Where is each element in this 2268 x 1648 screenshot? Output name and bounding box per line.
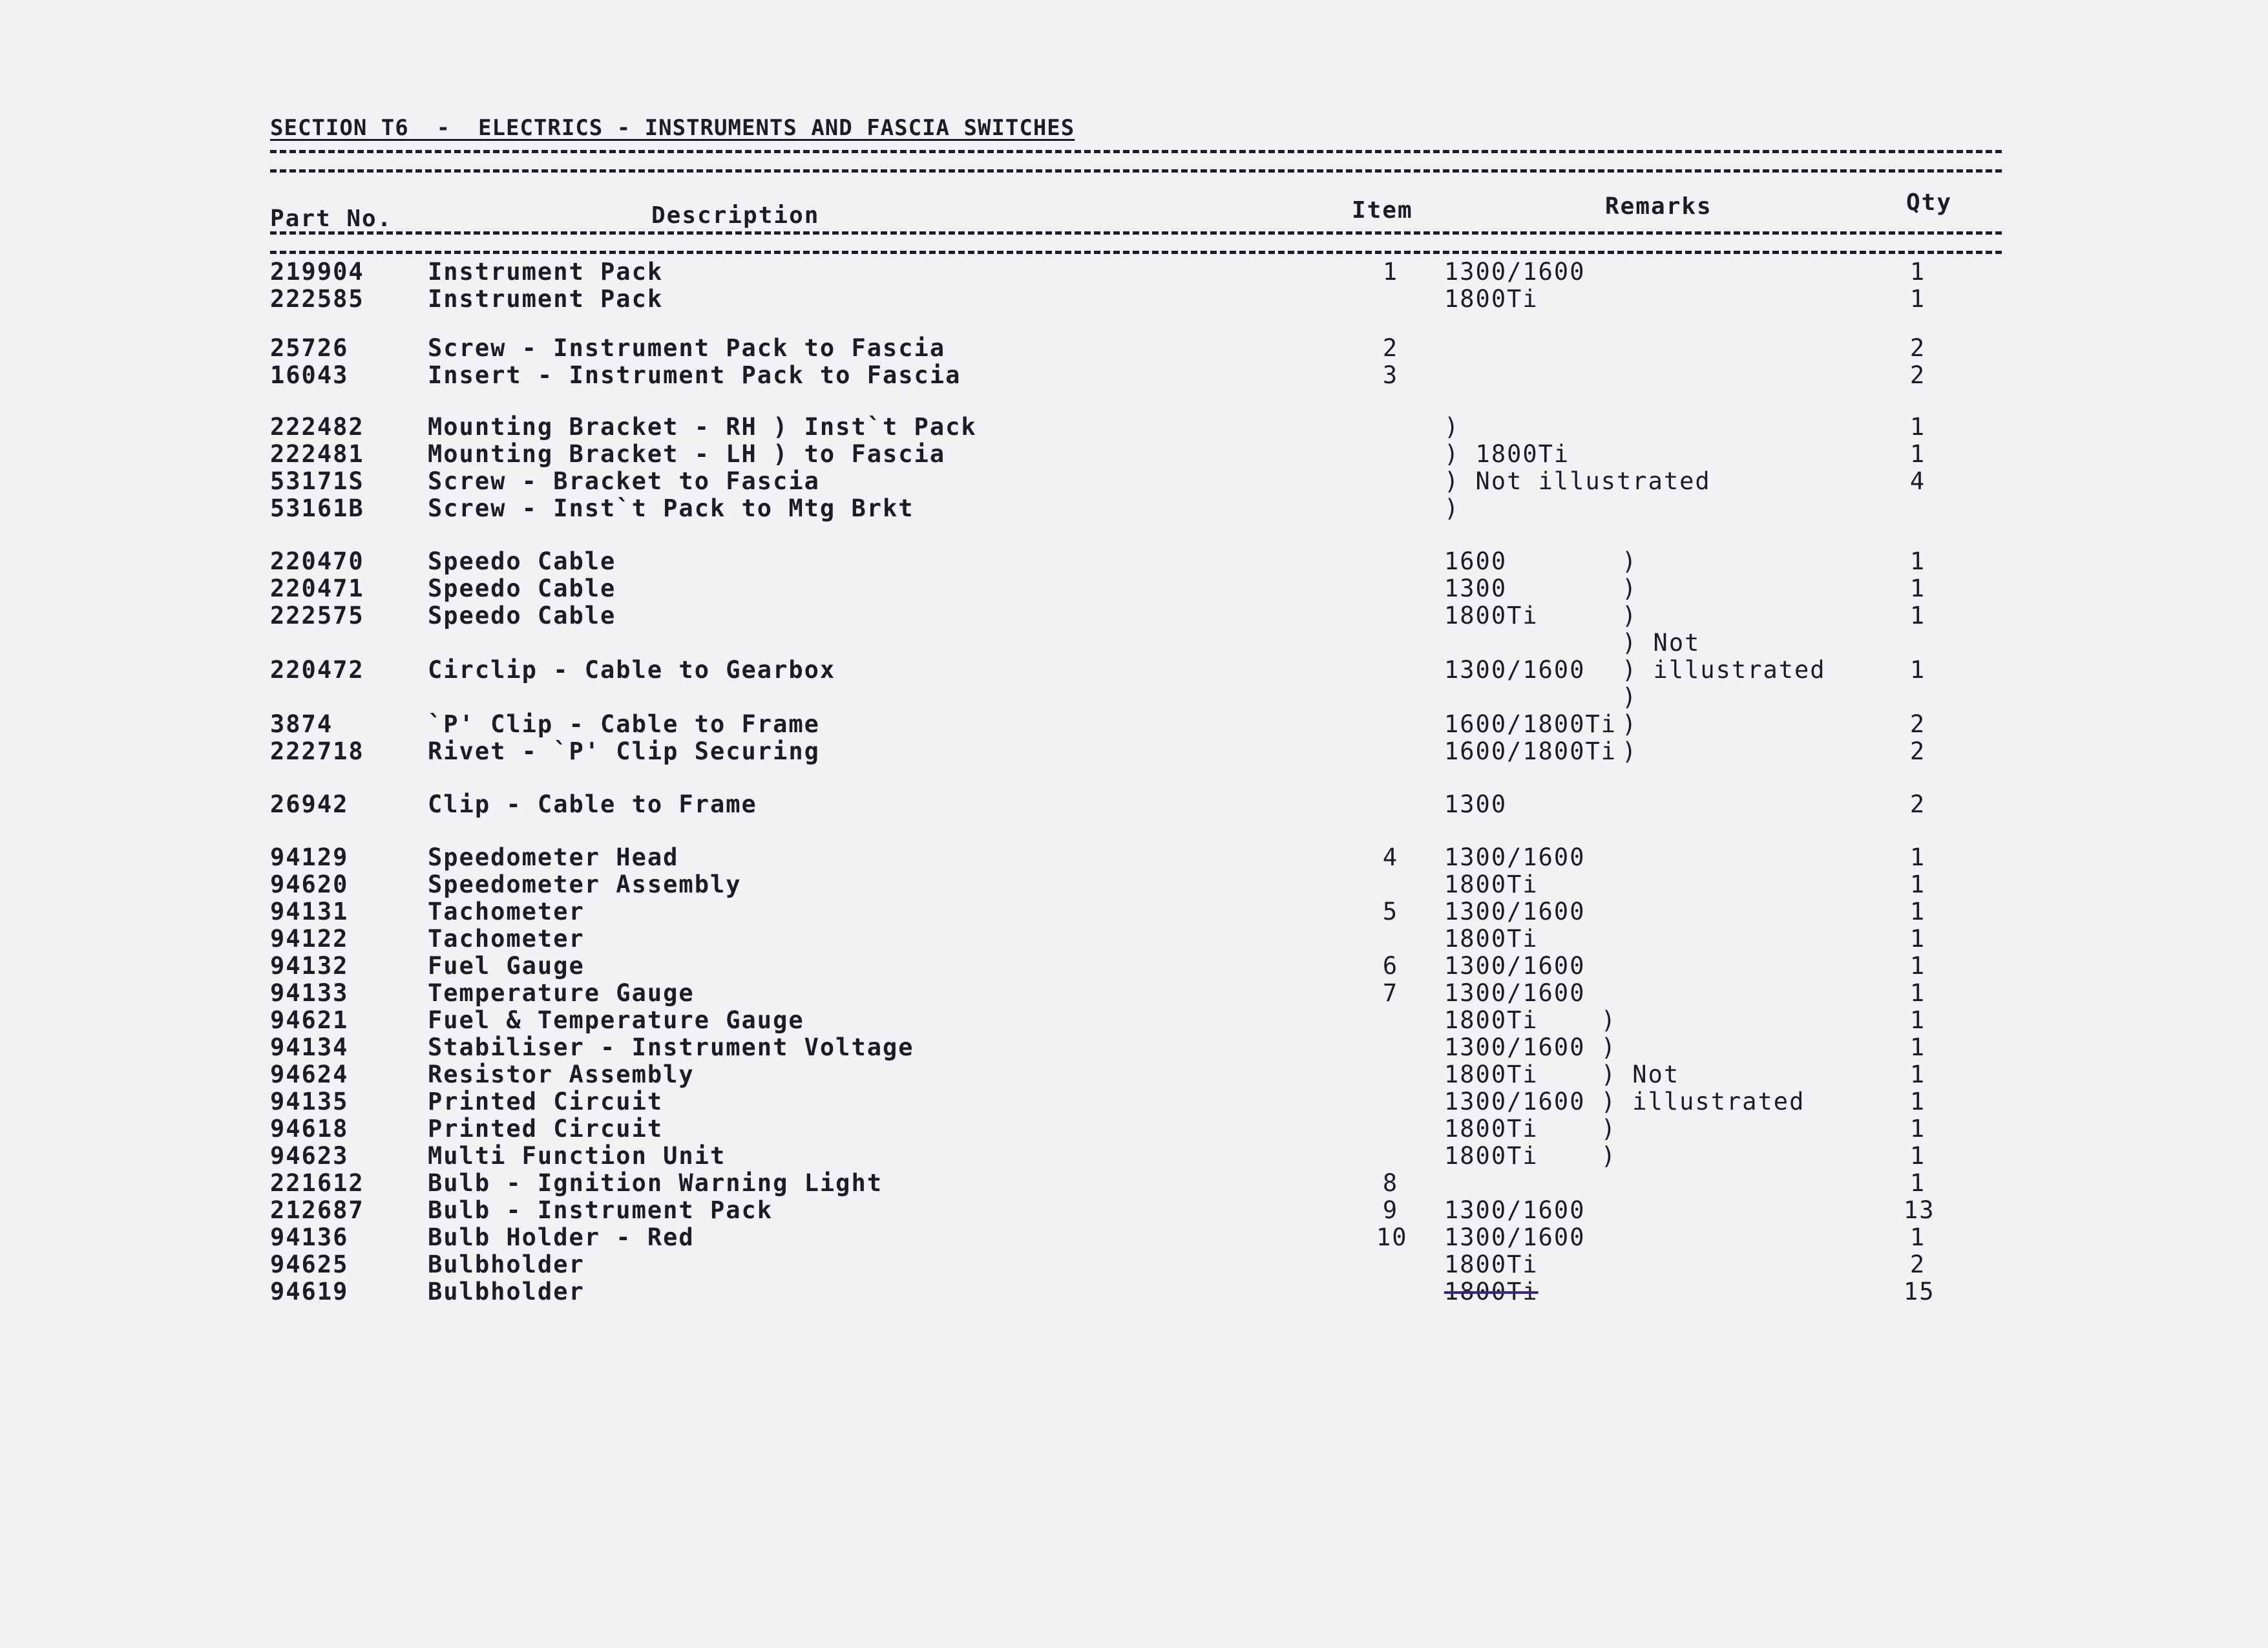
part-number: 94135 <box>270 1088 349 1115</box>
remark: 1800Ti ) <box>1444 1142 1617 1170</box>
quantity: 1 <box>1909 1061 1926 1088</box>
item-number: 10 <box>1376 1223 1408 1251</box>
quantity: 1 <box>1909 925 1926 953</box>
remark: ) Not illustrated <box>1444 467 1711 495</box>
part-number: 219904 <box>270 258 364 286</box>
quantity: 1 <box>1909 979 1926 1007</box>
quantity: 2 <box>1909 737 1926 765</box>
part-description: Bulb - Ignition Warning Light <box>428 1169 883 1197</box>
remark-bracket: ) <box>1622 683 1638 711</box>
remark: 1800Ti <box>1444 925 1538 953</box>
quantity: 1 <box>1909 575 1926 602</box>
part-number: 220472 <box>270 656 364 684</box>
quantity: 1 <box>1909 1033 1926 1061</box>
remark: 1600/1800Ti <box>1444 710 1617 738</box>
remark: 1800Ti <box>1444 285 1538 313</box>
part-description: Instrument Pack <box>428 258 664 286</box>
remark-bracket: ) <box>1622 602 1638 629</box>
part-description: Fuel & Temperature Gauge <box>428 1006 804 1034</box>
part-number: 94131 <box>270 898 349 925</box>
remark: 1300/1600 <box>1444 1196 1586 1224</box>
part-description: Instrument Pack <box>428 285 664 313</box>
item-number: 2 <box>1382 334 1399 362</box>
quantity: 13 <box>1904 1196 1935 1224</box>
remark: 1800Ti ) <box>1444 1006 1617 1034</box>
part-number: 94618 <box>270 1115 349 1143</box>
quantity: 1 <box>1909 1223 1926 1251</box>
item-number: 4 <box>1382 843 1399 871</box>
quantity: 1 <box>1909 547 1926 575</box>
header-part-no: Part No. <box>270 206 393 232</box>
part-description: Printed Circuit <box>428 1088 664 1115</box>
part-number: 94620 <box>270 871 349 898</box>
remark: 1300/1600 <box>1444 258 1586 286</box>
item-number: 7 <box>1382 979 1399 1007</box>
remark: 1300/1600 <box>1444 656 1586 684</box>
part-description: Clip - Cable to Frame <box>428 790 757 818</box>
section-title: SECTION T6 - ELECTRICS - INSTRUMENTS AND FASCIA SWITCHES <box>270 115 1075 141</box>
quantity: 1 <box>1909 1088 1926 1115</box>
remark: 1300 <box>1444 575 1507 602</box>
item-number: 3 <box>1382 361 1399 389</box>
remark: 1300/1600 <box>1444 1223 1586 1251</box>
part-description: Printed Circuit <box>428 1115 664 1143</box>
header-description: Description <box>651 202 820 229</box>
header-divider-top <box>270 231 2002 235</box>
part-description: Multi Function Unit <box>428 1142 726 1170</box>
quantity: 1 <box>1909 440 1926 468</box>
remark: 1600 <box>1444 547 1507 575</box>
quantity: 15 <box>1904 1278 1935 1305</box>
quantity: 1 <box>1909 413 1926 441</box>
part-description: Stabiliser - Instrument Voltage <box>428 1033 914 1061</box>
quantity: 1 <box>1909 871 1926 898</box>
item-number: 6 <box>1382 952 1399 980</box>
quantity: 1 <box>1909 1142 1926 1170</box>
part-number: 222585 <box>270 285 364 313</box>
part-description: Mounting Bracket - RH ) Inst`t Pack <box>428 413 977 441</box>
part-description: Speedo Cable <box>428 602 616 629</box>
remark: 1300/1600 <box>1444 843 1586 871</box>
part-number: 53171S <box>270 467 364 495</box>
remark: 1300 <box>1444 790 1507 818</box>
part-number: 25726 <box>270 334 349 362</box>
part-description: Speedometer Assembly <box>428 871 742 898</box>
part-number: 94619 <box>270 1278 349 1305</box>
remark: 1800Ti ) Not <box>1444 1061 1680 1088</box>
remark: ) <box>1444 494 1460 522</box>
part-number: 94132 <box>270 952 349 980</box>
part-description: Bulbholder <box>428 1278 585 1305</box>
item-number: 8 <box>1382 1169 1399 1197</box>
part-number: 222482 <box>270 413 364 441</box>
remark: 1300/1600 ) <box>1444 1033 1617 1061</box>
part-number: 222718 <box>270 737 364 765</box>
quantity: 2 <box>1909 710 1926 738</box>
part-number: 94624 <box>270 1061 349 1088</box>
part-description: Resistor Assembly <box>428 1061 695 1088</box>
part-number: 94136 <box>270 1223 349 1251</box>
quantity: 1 <box>1909 285 1926 313</box>
part-description: Temperature Gauge <box>428 979 695 1007</box>
part-description: Bulb - Instrument Pack <box>428 1196 773 1224</box>
part-number: 94122 <box>270 925 349 953</box>
part-description: Screw - Inst`t Pack to Mtg Brkt <box>428 494 914 522</box>
part-description: Speedo Cable <box>428 547 616 575</box>
remark-bracket: ) <box>1622 547 1638 575</box>
remark: ) <box>1444 413 1460 441</box>
part-number: 221612 <box>270 1169 364 1197</box>
part-description: Insert - Instrument Pack to Fascia <box>428 361 961 389</box>
part-number: 94621 <box>270 1006 349 1034</box>
item-number: 1 <box>1382 258 1399 286</box>
quantity: 2 <box>1909 1251 1926 1278</box>
part-number: 26942 <box>270 790 349 818</box>
part-description: `P' Clip - Cable to Frame <box>428 710 820 738</box>
part-description: Bulbholder <box>428 1251 585 1278</box>
part-description: Bulb Holder - Red <box>428 1223 695 1251</box>
remark: 1600/1800Ti <box>1444 737 1617 765</box>
part-description: Fuel Gauge <box>428 952 585 980</box>
remark: 1800Ti <box>1444 1251 1538 1278</box>
part-description: Tachometer <box>428 898 585 925</box>
part-description: Rivet - `P' Clip Securing <box>428 737 820 765</box>
title-divider-2 <box>270 169 2002 173</box>
part-description: Circlip - Cable to Gearbox <box>428 656 836 684</box>
remark-bracket: ) illustrated <box>1622 656 1826 684</box>
part-number: 94134 <box>270 1033 349 1061</box>
quantity: 1 <box>1909 1169 1926 1197</box>
remark-bracket: ) <box>1622 737 1638 765</box>
part-description: Screw - Instrument Pack to Fascia <box>428 334 946 362</box>
remark: 1800Ti <box>1444 871 1538 898</box>
remark: ) 1800Ti <box>1444 440 1570 468</box>
header-divider-bottom <box>270 251 2002 254</box>
part-description: Speedometer Head <box>428 843 679 871</box>
quantity: 1 <box>1909 258 1926 286</box>
part-number: 220470 <box>270 547 364 575</box>
part-number: 94625 <box>270 1251 349 1278</box>
remark: 1800Ti ) <box>1444 1115 1617 1143</box>
quantity: 2 <box>1909 790 1926 818</box>
part-number: 53161B <box>270 494 364 522</box>
quantity: 1 <box>1909 656 1926 684</box>
item-number: 5 <box>1382 898 1399 925</box>
quantity: 2 <box>1909 361 1926 389</box>
quantity: 2 <box>1909 334 1926 362</box>
part-number: 94133 <box>270 979 349 1007</box>
quantity: 1 <box>1909 602 1926 629</box>
part-number: 16043 <box>270 361 349 389</box>
remark: 1800Ti <box>1444 602 1538 629</box>
quantity: 1 <box>1909 1115 1926 1143</box>
item-number: 9 <box>1382 1196 1399 1224</box>
title-divider <box>270 150 2002 153</box>
remark: 1300/1600 <box>1444 952 1586 980</box>
quantity: 4 <box>1909 467 1926 495</box>
remark-bracket: ) <box>1622 575 1638 602</box>
part-description: Speedo Cable <box>428 575 616 602</box>
header-remarks: Remarks <box>1605 193 1712 220</box>
part-description: Screw - Bracket to Fascia <box>428 467 820 495</box>
remark: 1800Ti <box>1444 1278 1538 1305</box>
part-number: 94623 <box>270 1142 349 1170</box>
quantity: 1 <box>1909 843 1926 871</box>
header-item: Item <box>1352 197 1413 224</box>
part-description: Mounting Bracket - LH ) to Fascia <box>428 440 946 468</box>
remark: 1300/1600 <box>1444 979 1586 1007</box>
remark: 1300/1600 ) illustrated <box>1444 1088 1805 1115</box>
part-number: 222575 <box>270 602 364 629</box>
part-number: 94129 <box>270 843 349 871</box>
remark-bracket: ) <box>1622 710 1638 738</box>
part-number: 3874 <box>270 710 333 738</box>
quantity: 1 <box>1909 1006 1926 1034</box>
part-description: Tachometer <box>428 925 585 953</box>
remark-bracket: ) Not <box>1622 629 1701 657</box>
part-number: 222481 <box>270 440 364 468</box>
header-qty: Qty <box>1906 189 1953 216</box>
part-number: 220471 <box>270 575 364 602</box>
remark: 1300/1600 <box>1444 898 1586 925</box>
quantity: 1 <box>1909 898 1926 925</box>
quantity: 1 <box>1909 952 1926 980</box>
part-number: 212687 <box>270 1196 364 1224</box>
